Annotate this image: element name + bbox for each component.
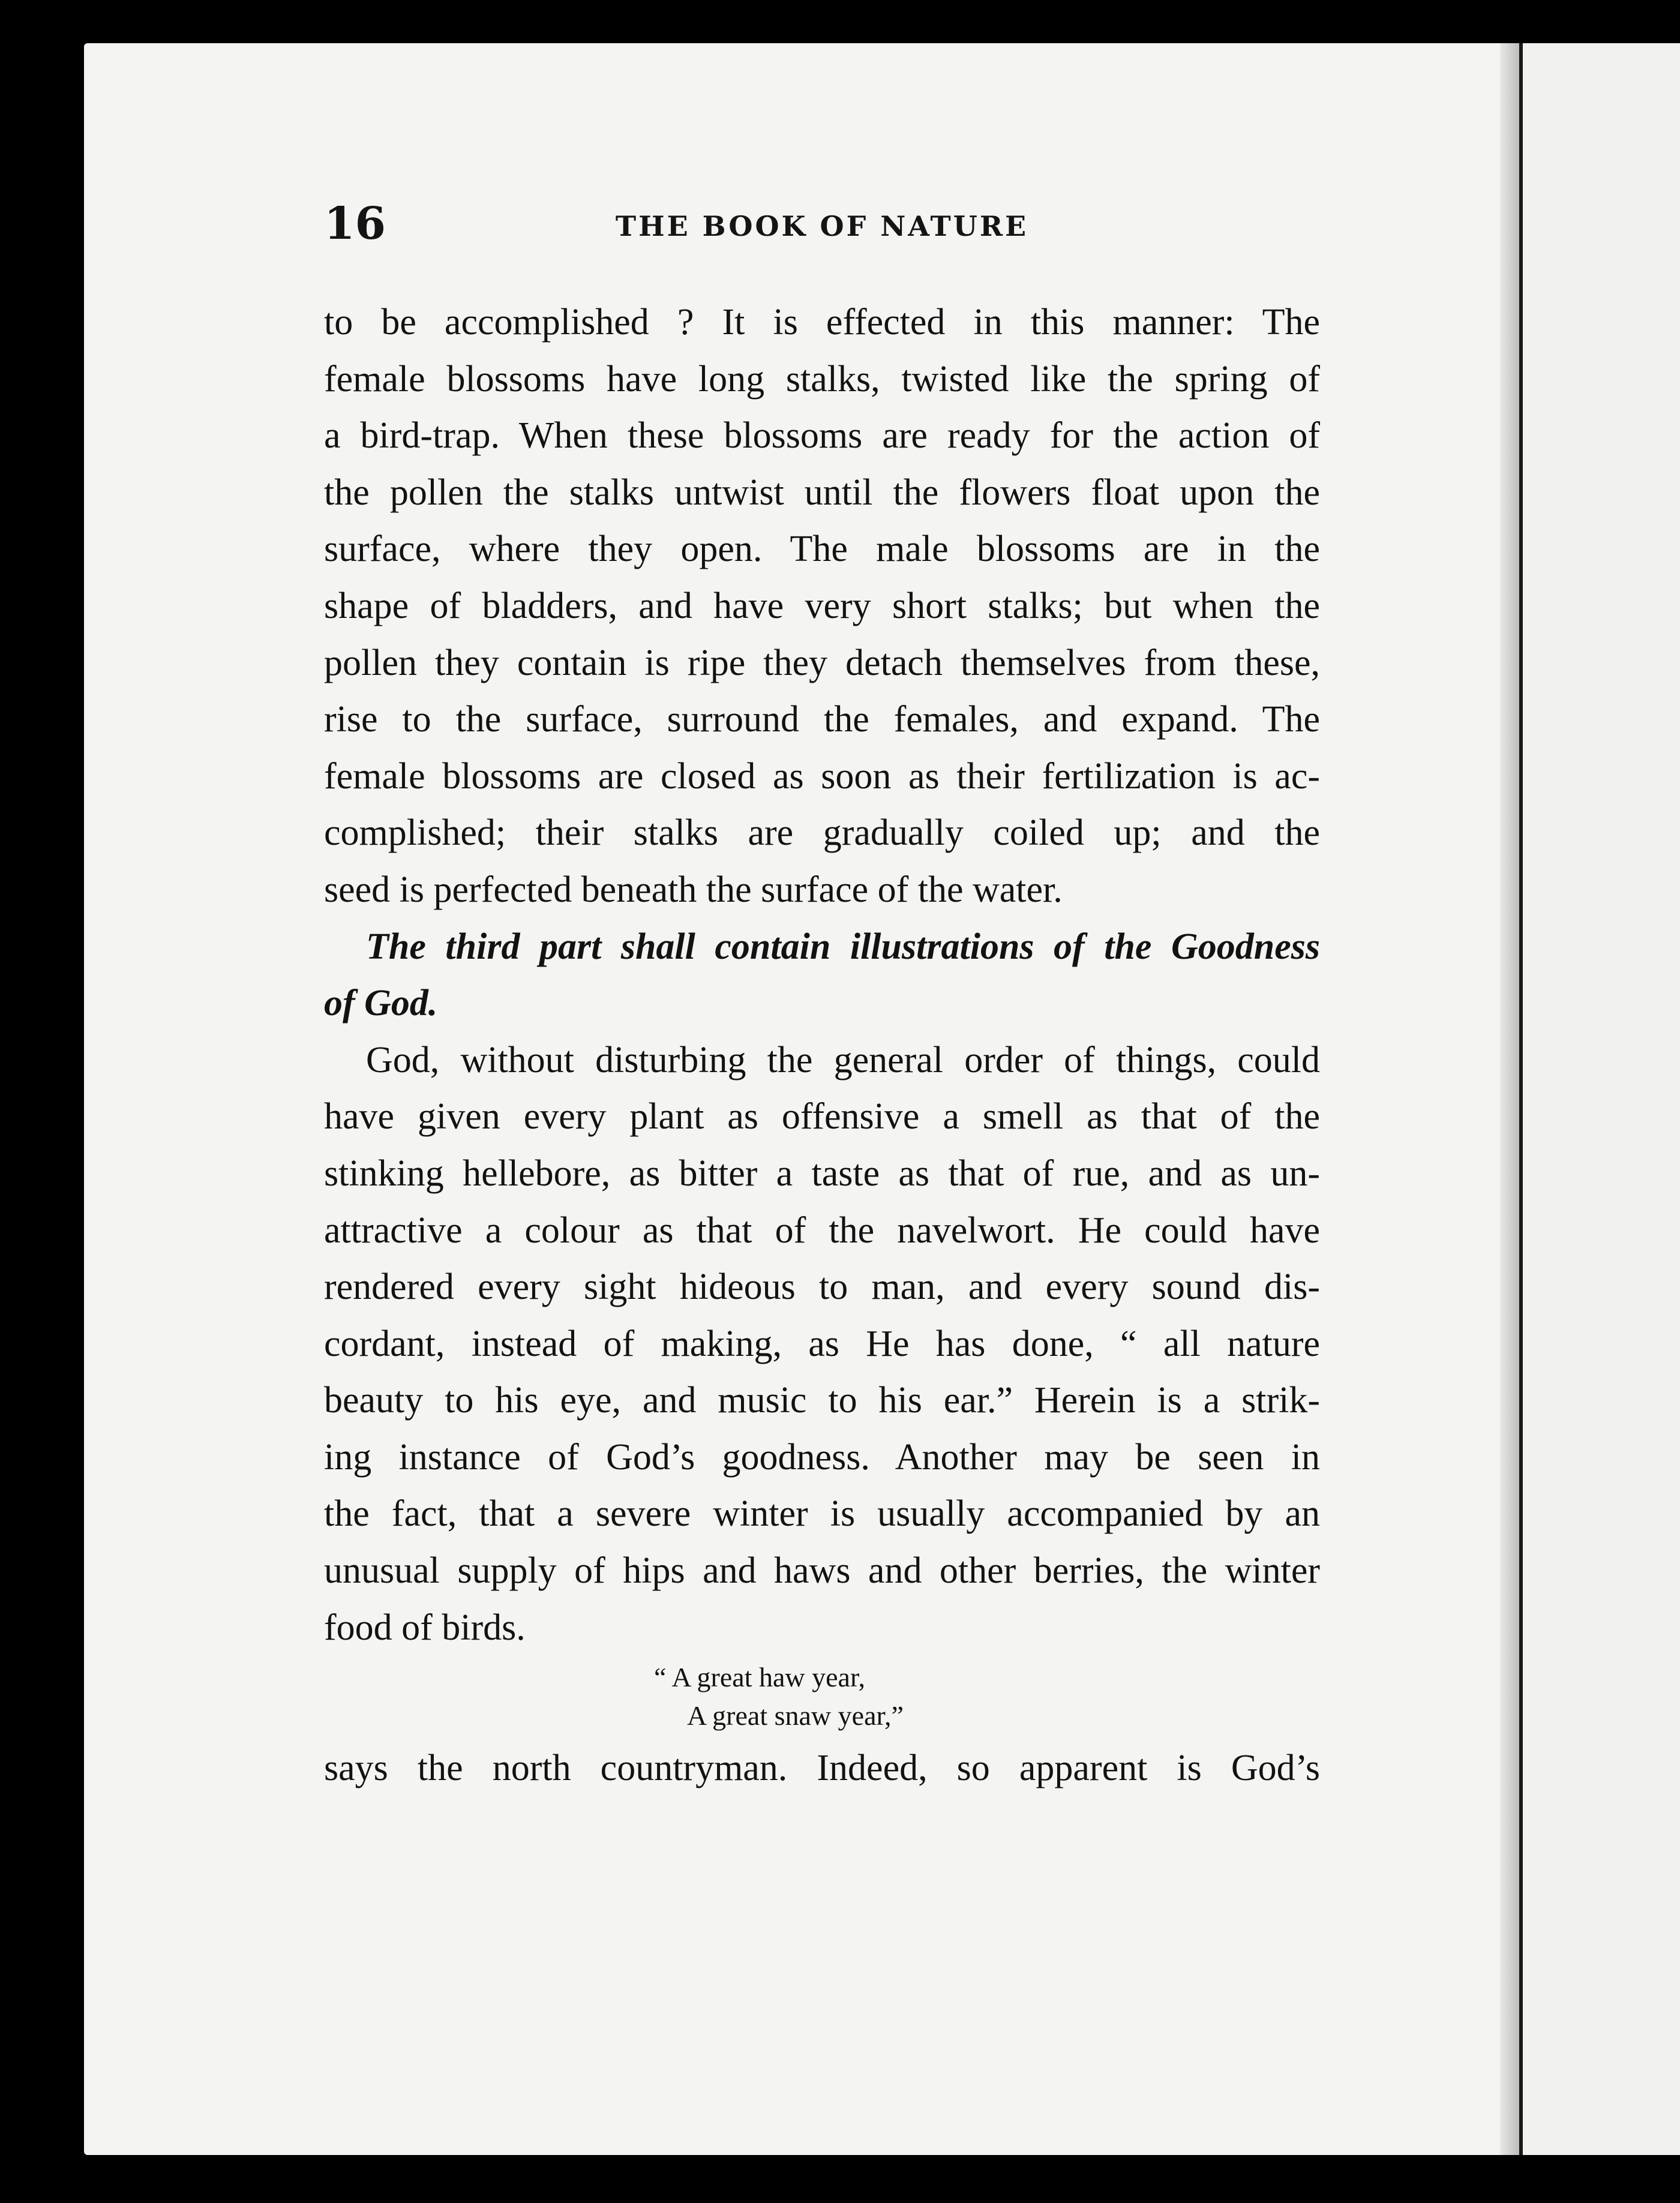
text-line: rendered every sight hideous to man, and every sound dis- <box>324 1266 1320 1308</box>
running-head: THE BOOK OF NATURE <box>615 210 1029 242</box>
verse-line: A great snaw year,” <box>687 1700 904 1731</box>
text-line: rise to the surface, surround the females, and expand. The <box>324 699 1320 740</box>
text-line: surface, where they open. The male blossoms are in the <box>324 529 1320 570</box>
gutter-shadow <box>1500 43 1519 2155</box>
text-line: the pollen the stalks untwist until the flowers float upon the <box>324 472 1320 513</box>
text-line: ing instance of God’s goodness. Another may be seen in <box>324 1436 1320 1478</box>
text-line: to be accomplished ? It is effected in this manner: The <box>324 302 1320 343</box>
body-text <box>324 294 1320 1797</box>
italic-heading-line: The third part shall contain illustrations of the Goodness <box>366 926 1320 967</box>
text-line: female blossoms are closed as soon as their fertilization is ac- <box>324 755 1320 797</box>
text-line: shape of bladders, and have very short stalks; but when the <box>324 585 1320 626</box>
text-line: unusual supply of hips and haws and other berries, the winter <box>324 1550 1320 1592</box>
verse-line: “ A great haw year, <box>654 1662 865 1693</box>
text-line: attractive a colour as that of the navelwort. He could have <box>324 1209 1320 1251</box>
text-line: complished; their stalks are gradually coiled up; and the <box>324 812 1320 854</box>
text-line: beauty to his eye, and music to his ear.” Herein is a strik- <box>324 1380 1320 1421</box>
page-number: 16 <box>324 198 386 250</box>
facing-page-edge <box>1519 43 1680 2155</box>
page-header <box>324 198 1320 258</box>
italic-heading-line: of God. <box>324 983 438 1024</box>
text-line: pollen they contain is ripe they detach themselves from these, <box>324 642 1320 683</box>
verse-quote <box>324 1656 1320 1740</box>
text-line: cordant, instead of making, as He has done, “ all nature <box>324 1323 1320 1364</box>
text-line: female blossoms have long stalks, twisted like the spring of <box>324 358 1320 400</box>
text-line: food of birds. <box>324 1607 526 1648</box>
text-line: seed is perfected beneath the surface of the water. <box>324 869 1063 910</box>
text-line: stinking hellebore, as bitter a taste as that of rue, and as un- <box>324 1152 1320 1194</box>
text-line: says the north countryman. Indeed, so apparent is God’s <box>324 1748 1320 1789</box>
text-line: God, without disturbing the general order of things, could <box>366 1039 1320 1081</box>
text-line: have given every plant as offensive a smell as that of the <box>324 1096 1320 1137</box>
text-line: the fact, that a severe winter is usually accompanied by an <box>324 1493 1320 1535</box>
text-line: a bird-trap. When these blossoms are ready for the action of <box>324 415 1320 457</box>
